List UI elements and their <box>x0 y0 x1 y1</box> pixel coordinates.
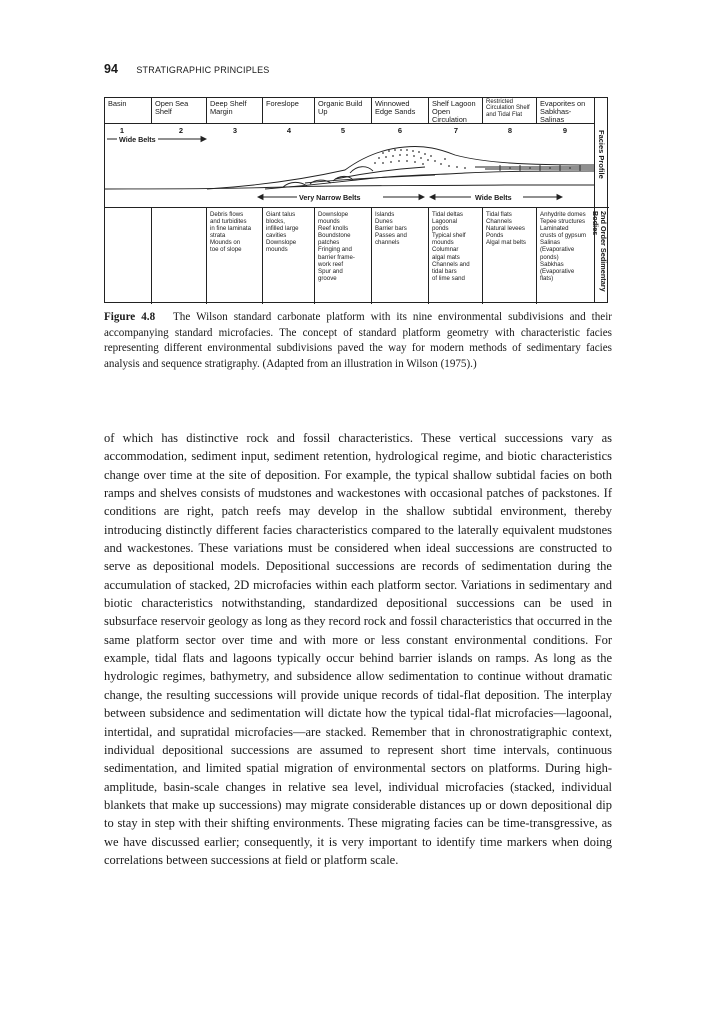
running-head: STRATIGRAPHIC PRINCIPLES <box>136 65 270 75</box>
microfacies-line: Reef knolls <box>318 225 349 233</box>
microfacies-line: Anhydrite domes <box>540 211 586 218</box>
microfacies-line: Dunes <box>375 218 393 226</box>
microfacies-line: channels <box>375 239 400 247</box>
wide-belts-right-label: Wide Belts <box>475 193 512 202</box>
env-evaporites: Evaporites on Sabkhas- Salinas <box>540 99 586 123</box>
microfacies-line: Laminated <box>540 225 569 233</box>
sedimentary-bodies-label: 2nd Order Sedimentary Bodies <box>591 211 608 292</box>
facies-number: 4 <box>286 126 292 135</box>
facies-number: 6 <box>397 126 403 135</box>
facies-number: 8 <box>507 126 513 135</box>
microfacies-line: Channels <box>486 218 512 226</box>
microfacies-line: Ponds <box>486 232 504 240</box>
facies-number: 7 <box>453 126 459 135</box>
microfacies-line: toe of slope <box>210 246 242 254</box>
facies-number: 1 <box>119 126 125 135</box>
page-number: 94 <box>104 62 118 76</box>
caption-label: Figure 4.8 <box>104 311 156 323</box>
microfacies-line: mounds <box>318 218 340 226</box>
very-narrow-belts-label: Very Narrow Belts <box>299 193 361 202</box>
microfacies-cell-2 <box>152 208 207 304</box>
microfacies-line: barrier frame- <box>318 253 355 261</box>
microfacies-line: Sabkhas <box>540 260 564 268</box>
microfacies-line: Giant talus <box>266 211 296 218</box>
microfacies-line: Downslope <box>266 239 297 247</box>
microfacies-cell-5 <box>315 208 372 304</box>
microfacies-line: cavities <box>266 232 287 240</box>
microfacies-cell-6 <box>372 208 429 304</box>
microfacies-line: Fringing and <box>318 246 352 254</box>
microfacies-line: Debris flows <box>210 211 244 218</box>
microfacies-line: Tepee structures <box>540 218 586 226</box>
microfacies-line: Channels and <box>432 260 470 268</box>
page-header <box>104 60 270 78</box>
environment-row <box>105 98 594 124</box>
microfacies-line: infilled large <box>266 225 299 233</box>
microfacies-line: Barrier bars <box>375 225 407 233</box>
microfacies-line: mounds <box>266 246 288 254</box>
facies-number: 2 <box>178 126 184 135</box>
env-open-sea-shelf: Open Sea Shelf <box>152 98 207 123</box>
microfacies-line: Tidal deltas <box>432 211 463 218</box>
microfacies-line: Typical shelf <box>432 232 466 240</box>
microfacies-cell-9 <box>537 208 594 304</box>
microfacies-line: flats) <box>540 274 554 282</box>
env-winnowed-edge-sands: Winnowed Edge Sands <box>372 98 429 123</box>
microfacies-line: groove <box>318 274 337 282</box>
microfacies-line: (Evaporative <box>540 267 575 275</box>
microfacies-line: Passes and <box>375 232 407 240</box>
microfacies-line: Mounds on <box>210 239 241 247</box>
env-foreslope: Foreslope <box>263 98 315 123</box>
side-divider <box>595 207 609 208</box>
microfacies-line: mounds <box>432 239 454 247</box>
env-restricted-circulation: Restricted Circulation Shelf and Tidal Flat <box>483 98 537 123</box>
microfacies-line: Lagoonal <box>432 218 458 226</box>
microfacies-line: Boundstone <box>318 232 351 240</box>
env-deep-shelf-margin: Deep Shelf Margin <box>207 98 263 123</box>
wilson-platform-figure <box>104 97 608 303</box>
env-basin: Basin <box>105 98 152 123</box>
env-shelf-lagoon: Shelf Lagoon Open Circulation <box>429 98 483 123</box>
facies-number: 9 <box>562 126 568 135</box>
figure-caption <box>104 310 612 372</box>
microfacies-line: Natural levees <box>486 225 525 233</box>
caption-text: The Wilson standard carbonate platform with its nine environmental subdivisions and their accompanying standard microfacies. The concept of standard platform geometry with characteristic facies representing different environmental subdivisions paved the way for modern methods of sedimentary facies analysis and sequence stratigraphy. (Adapted from an illustration in Wilson (1975).) <box>104 311 612 370</box>
wide-belts-left-label: Wide Belts <box>119 135 156 144</box>
microfacies-line: Downslope <box>318 211 349 218</box>
facies-profile-label: Facies Profile <box>597 130 606 179</box>
microfacies-line: Spur and <box>318 267 343 275</box>
microfacies-row <box>105 207 594 304</box>
microfacies-line: algal mats <box>432 253 460 261</box>
microfacies-cell-3 <box>207 208 263 304</box>
microfacies-line: crusts of gypsum <box>540 232 587 240</box>
microfacies-line: work reef <box>318 260 344 268</box>
microfacies-cell-4 <box>263 208 315 304</box>
microfacies-line: patches <box>318 239 340 247</box>
microfacies-line: Islands <box>375 211 395 218</box>
env-organic-build-up: Organic Build Up <box>315 98 372 123</box>
microfacies-line: and turbidites <box>210 218 247 226</box>
microfacies-line: ponds <box>432 225 449 233</box>
microfacies-line: (Evaporative <box>540 246 575 254</box>
microfacies-cell-8 <box>483 208 537 304</box>
body-paragraph: of which has distinctive rock and fossil characteristics. These vertical successions vary as accommodation, sediment input, sediment retention, hydrological regime, and biotic characteristics change over time at the site of deposition. For example, the typical shallow subtidal facies on both ramps and shelves consists of mudstones and wackestones with occasional patches of packstones. If conditions are right, patch reefs may develop in the shallow subtidal environment, thereby introducing distinctly different facies characteristics compared to the laterally equivalent mudstones and wackestones. These variations must be considered when ideal successions are constructed to serve as depositional models. Depositional successions are records of sedimentation during the accumulation of stacked, 2D microfacies within each platform sector. Variations in sedimentary and biotic characteristics notwithstanding, standardized depositional successions can be used in subsurface reservoir geology as long as they record rock and fossil characteristics that occurred in the same platform sector over time and with more or less constant environmental conditions. For example, tidal flats and lagoons typically occur behind barrier islands on ramps. As long as the hydrologic regimes, bathymetry, and subsidence allow sedimentation to continue without dramatic change, the resulting successions will provide unique records of tidal-flat deposition. The interplay between subsidence and sedimentation will dictate how the typical tidal-flat microfacies—lagoonal, intertidal, and supratidal microfacies—are stacked. Remember that in chronostratigraphic context, individual depositional successions are assumed to represent short time intervals, continuous sedimentation, and limited spatial migration of environmental sectors on platforms. During high-amplitude, basin-scale changes in relative sea level, individual microfacies (stacked, individual blankets that make up successions) may migrate considerable distances up or down depositional dip to stay in step with their shifting environments. These migrating facies can be time-transgressive, as we have discussed earlier; consequently, it is very important to identify time markers when doing correlations between successions at field or platform scale. <box>104 431 612 867</box>
microfacies-line: in fine laminata <box>210 225 251 233</box>
microfacies-line: Algal mat belts <box>486 239 526 247</box>
microfacies-line: Salinas <box>540 239 560 247</box>
microfacies-line: tidal bars <box>432 267 457 275</box>
microfacies-line: blocks, <box>266 218 285 226</box>
facies-number: 3 <box>232 126 238 135</box>
microfacies-cell-7 <box>429 208 483 304</box>
microfacies-cell-1 <box>105 208 152 304</box>
microfacies-line: Columnar <box>432 246 459 254</box>
microfacies-line: Tidal flats <box>486 211 512 218</box>
facies-number: 5 <box>340 126 346 135</box>
side-label-column <box>591 98 609 302</box>
microfacies-line: ponds) <box>540 253 559 261</box>
microfacies-line: strata <box>210 232 226 240</box>
microfacies-line: of lime sand <box>432 274 465 282</box>
